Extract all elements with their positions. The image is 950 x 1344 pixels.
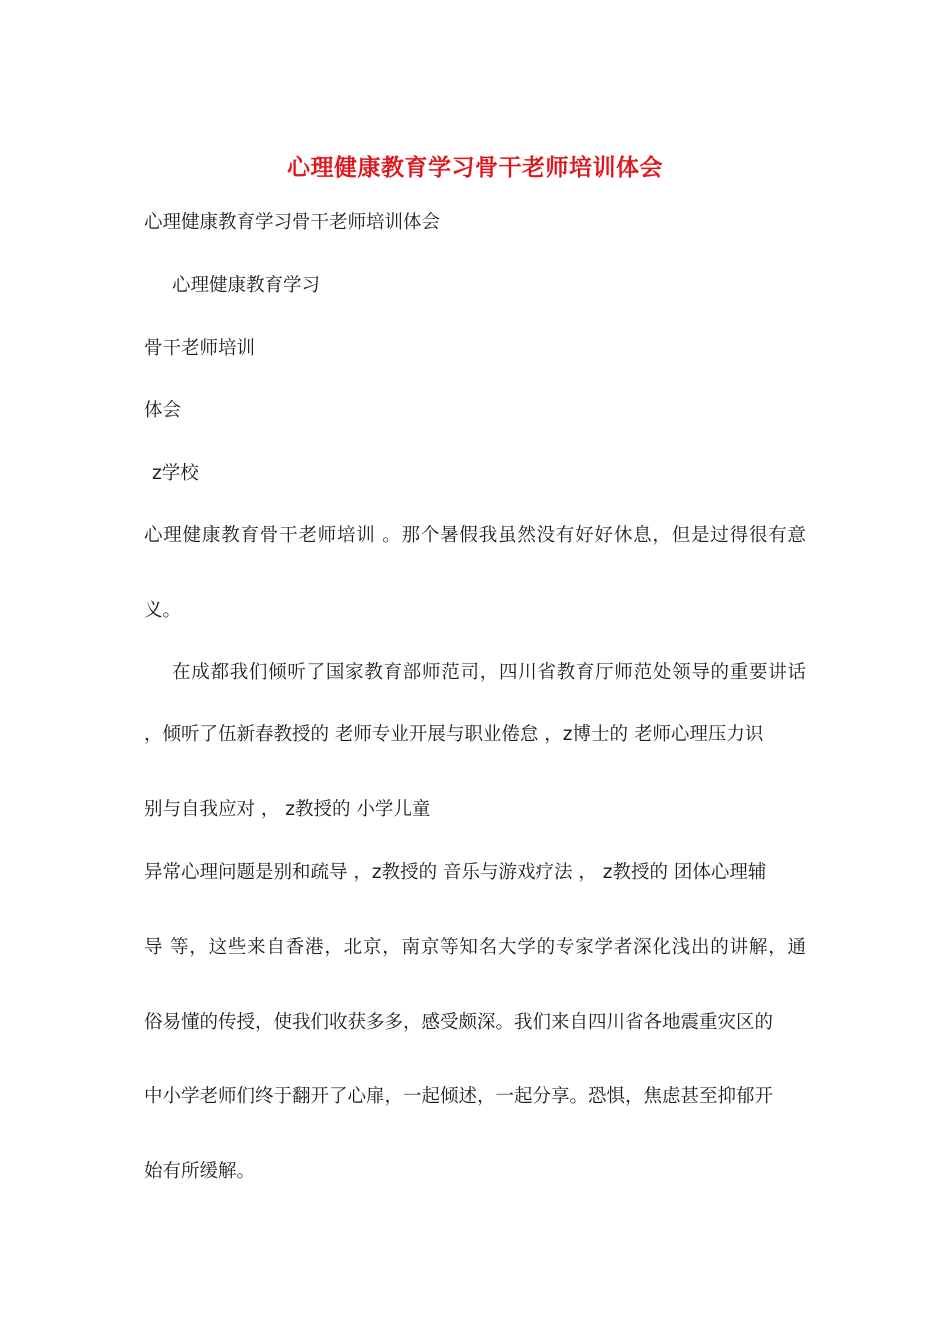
paragraph2-line-5: 导 等，这些来自香港，北京，南京等知名大学的专家学者深化浅出的讲解，通 [144, 937, 806, 958]
paragraph1-line-1: 心理健康教育骨干老师培训 。那个暑假我虽然没有好好休息，但是过得很有意 [144, 525, 806, 546]
paragraph2-line-3: 别与自我应对 ， z教授的 小学儿童 [144, 799, 431, 820]
paragraph2-line-4: 异常心理问题是别和疏导 ，z教授的 音乐与游戏疗法 ， z教授的 团体心理辅 [144, 862, 767, 883]
paragraph2-line-1: 在成都我们倾听了国家教育部师范司，四川省教育厅师范处领导的重要讲话 [172, 662, 806, 683]
cover-line-1: 心理健康教育学习 [172, 275, 321, 296]
paragraph1-line-2: 义。 [144, 600, 182, 621]
school-name: z学校 [152, 463, 199, 484]
paragraph2-line-2: ，倾听了伍新春教授的 老师专业开展与职业倦怠 ，z博士的 老师心理压力识 [144, 724, 764, 745]
cover-line-2: 骨干老师培训 [144, 338, 256, 359]
heading-repeat: 心理健康教育学习骨干老师培训体会 [144, 212, 441, 233]
cover-line-3: 体会 [144, 400, 182, 421]
paragraph2-line-8: 始有所缓解。 [144, 1161, 256, 1182]
paragraph2-line-6: 俗易懂的传授，使我们收获多多，感受颇深。我们来自四川省各地震重灾区的 [144, 1012, 774, 1033]
document-title: 心理健康教育学习骨干老师培训体会 [287, 154, 663, 181]
paragraph2-line-7: 中小学老师们终于翻开了心扉，一起倾述，一起分享。恐惧，焦虑甚至抑郁开 [144, 1086, 774, 1107]
